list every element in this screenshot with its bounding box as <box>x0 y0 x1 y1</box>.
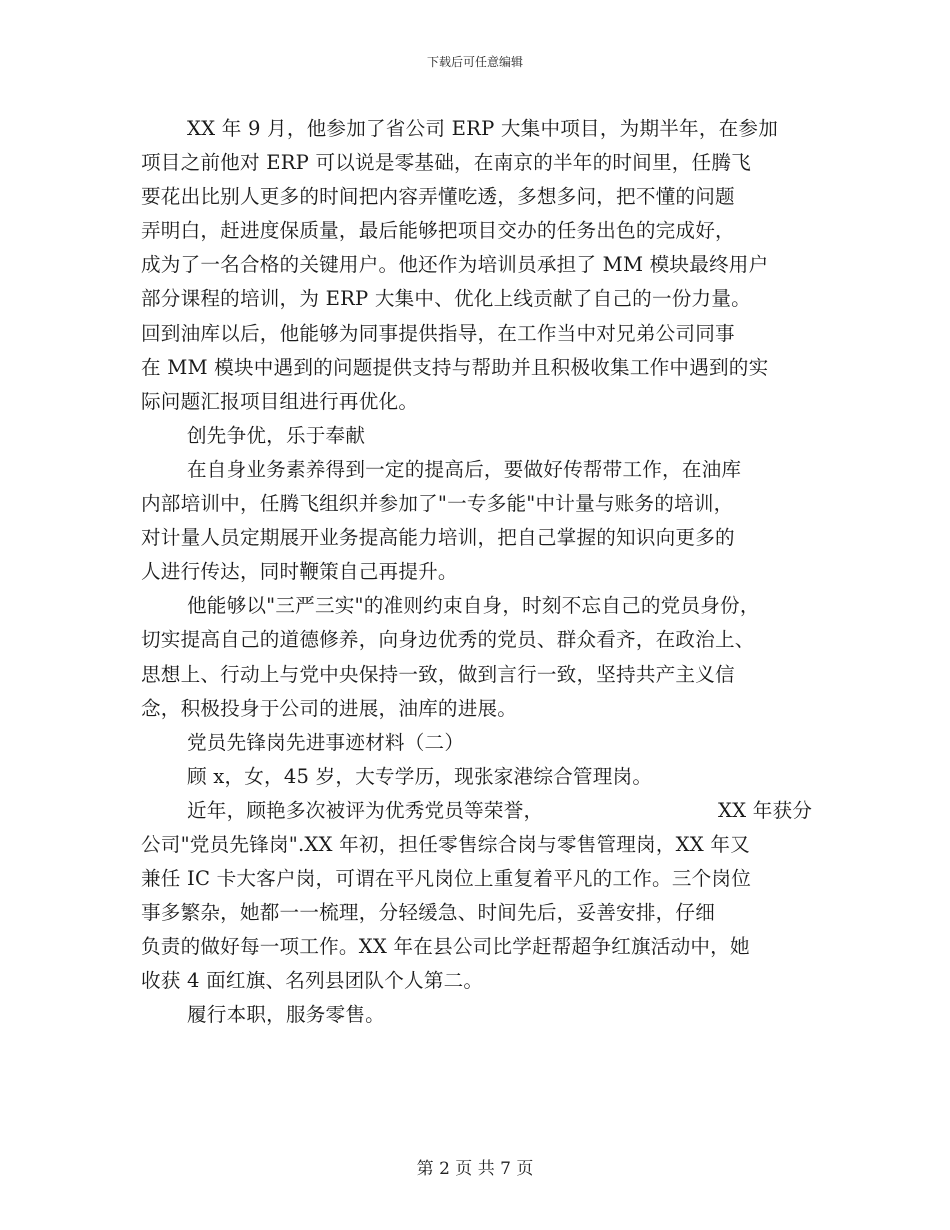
paragraph-line <box>141 385 813 419</box>
paragraph-line <box>141 180 813 214</box>
line-text: 切实提高自己的道德修养，向身边优秀的党员、群众看齐，在政治上、 <box>141 628 755 652</box>
line-text: 对计量人员定期展开业务提高能力培训，把自己掌握的知识向更多的 <box>141 526 735 550</box>
document-body <box>141 112 813 1033</box>
line-text: 要花出比别人更多的时间把内容弄懂吃透，多想多问，把不懂的问题 <box>141 185 735 209</box>
line-text: 思想上、行动上与党中央保持一致，做到言行一致，坚持共产主义信 <box>141 662 735 686</box>
line-text: 项目之前他对 ERP 可以说是零基础，在南京的半年的时间里，任腾飞 <box>141 151 751 175</box>
page-header: 下载后可任意编辑 <box>426 55 523 69</box>
paragraph-line <box>141 896 813 930</box>
line-text: XX 年 9 月，他参加了省公司 ERP 大集中项目，为期半年，在参加 <box>187 117 778 140</box>
line-text: 事多繁杂，她都一一梳理，分轻缓急、时间先后，妥善安排，仔细 <box>141 901 716 925</box>
paragraph-line <box>141 317 813 351</box>
paragraph-line <box>141 828 813 862</box>
paragraph-line <box>141 726 813 760</box>
paragraph-line <box>141 964 813 998</box>
paragraph-line <box>141 623 813 657</box>
line-text: 弄明白，赶进度保质量，最后能够把项目交办的任务出色的完成好， <box>141 219 735 243</box>
paragraph-line <box>141 146 813 180</box>
paragraph-line <box>141 282 813 316</box>
paragraph-line <box>141 862 813 896</box>
line-text: 部分课程的培训，为 ERP 大集中、优化上线贡献了自己的一份力量。 <box>141 287 751 311</box>
paragraph-line <box>141 930 813 964</box>
line-text: 顾 x，女，45 岁，大专学历，现张家港综合管理岗。 <box>187 764 653 788</box>
line-text: 创先争优，乐于奉献 <box>187 423 366 447</box>
line-text: 成为了一名合格的关键用户。他还作为培训员承担了 MM 模块最终用户 <box>141 253 769 277</box>
paragraph-line <box>141 589 813 623</box>
paragraph-line <box>141 214 813 248</box>
line-text: 在自身业务素养得到一定的提高后，要做好传帮带工作，在油库 <box>187 457 742 481</box>
line-tail-text: XX 年获分 <box>718 798 813 822</box>
line-text: 在 MM 模块中遇到的问题提供支持与帮助并且积极收集工作中遇到的实 <box>141 355 769 379</box>
paragraph-line <box>141 555 813 589</box>
paragraph-line <box>141 692 813 726</box>
line-text: 负责的做好每一项工作。XX 年在县公司比学赶帮超争红旗活动中，她 <box>141 935 750 959</box>
paragraph-line <box>141 487 813 521</box>
paragraph-line <box>141 760 813 794</box>
paragraph-line <box>141 794 813 828</box>
line-text: 近年，顾艳多次被评为优秀党员等荣誉， <box>187 798 544 822</box>
line-text: 他能够以"三严三实"的准则约束自身，时刻不忘自己的党员身份， <box>187 594 760 618</box>
paragraph-line <box>141 521 813 555</box>
paragraph-line <box>141 248 813 282</box>
line-text: 念，积极投身于公司的进展，油库的进展。 <box>141 696 518 720</box>
paragraph-line <box>141 998 813 1032</box>
line-text: 履行本职，服务零售。 <box>187 1003 385 1027</box>
line-text: 际问题汇报项目组进行再优化。 <box>141 389 419 413</box>
line-text: 内部培训中，任腾飞组织并参加了"一专多能"中计量与账务的培训， <box>141 492 734 516</box>
line-text: 公司"党员先锋岗".XX 年初，担任零售综合岗与零售管理岗，XX 年又 <box>141 832 750 856</box>
line-text: 回到油库以后，他能够为同事提供指导，在工作当中对兄弟公司同事 <box>141 321 735 345</box>
line-text: 人进行传达，同时鞭策自己再提升。 <box>141 560 458 584</box>
page-footer: 第 2 页 共 7 页 <box>416 1159 534 1179</box>
line-text: 收获 4 面红旗、名列县团队个人第二。 <box>141 969 484 993</box>
paragraph-line <box>141 419 813 453</box>
paragraph-line <box>141 351 813 385</box>
line-text: 党员先锋岗先进事迹材料（二） <box>187 730 465 754</box>
line-text: 兼任 IC 卡大客户岗，可谓在平凡岗位上重复着平凡的工作。三个岗位 <box>141 867 752 891</box>
paragraph-line <box>141 658 813 692</box>
paragraph-line <box>141 453 813 487</box>
paragraph-line <box>141 112 813 146</box>
